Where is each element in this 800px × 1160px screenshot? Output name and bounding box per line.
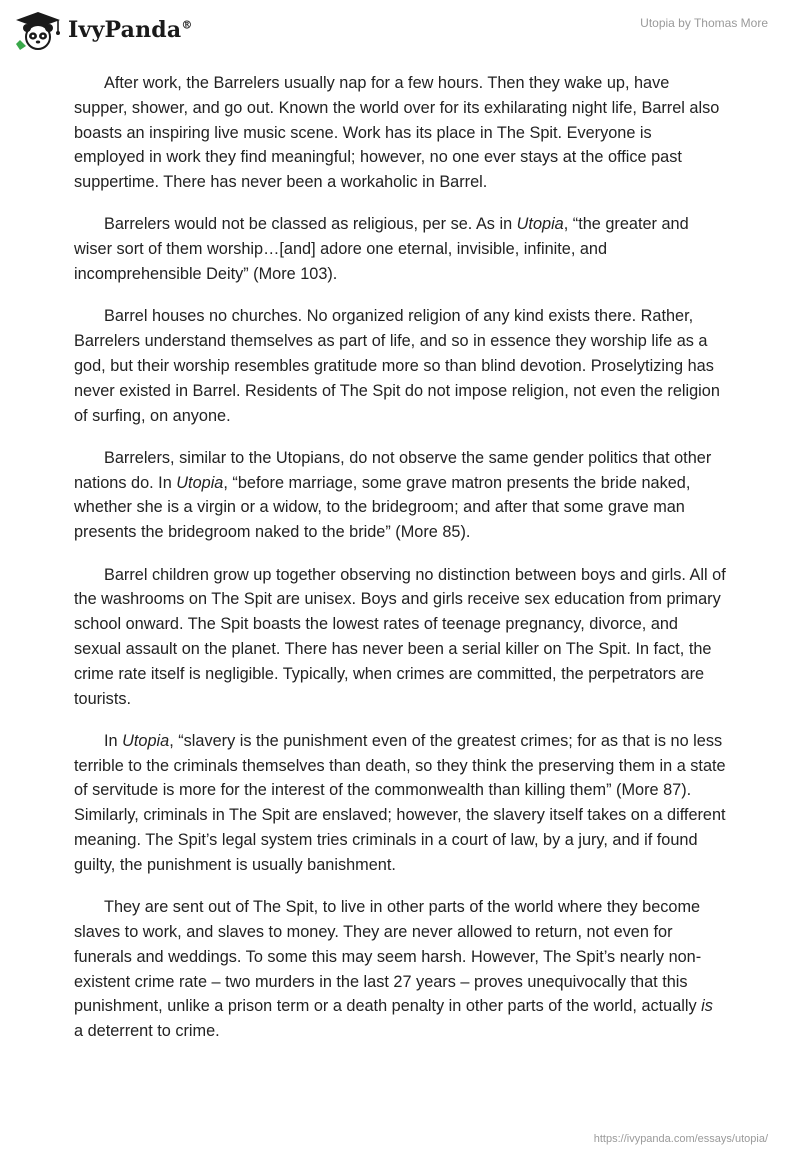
text-run: In: [104, 731, 123, 750]
text-run: Barrelers would not be classed as religious, per se. As in: [104, 215, 517, 234]
italic-text: is: [701, 997, 713, 1016]
italic-text: Utopia: [122, 731, 170, 750]
essay-body: [74, 71, 726, 1061]
paragraph: [74, 71, 726, 195]
text-run: , “the greater and wiser sort of them worship…[and] adore one eternal, invisible, infinite, and incomprehensible Deity” (More 103).: [74, 215, 689, 284]
text-run: After work, the Barrelers usually nap for a few hours. Then they wake up, have supper, shower, and go out. Known the world over for its exhilarating night life, Barrel also boasts an inspiring live music scene. Work has its place in The Spit. Everyone is employed in work they find meaningful; however, no one ever stays at the office past suppertime. There has never been a workaholic in Barrel.: [74, 74, 720, 192]
page-header: [0, 0, 800, 60]
paragraph: [74, 895, 726, 1044]
italic-text: Utopia: [176, 473, 224, 492]
text-run: Barrel houses no churches. No organized religion of any kind exists there. Rather, Barrelers understand themselves as part of life, and so in essence they worship life as a god, but their worship resembles gratitude more so than blind devotion. Proselytizing has never existed in Barrel. Residents of The Spit do not impose religion, not even the religion of surfing, on anyone.: [74, 307, 720, 425]
source-url[interactable]: https://ivypanda.com/essays/utopia/: [593, 1133, 768, 1145]
text-run: They are sent out of The Spit, to live in other parts of the world where they become slaves to work, and slaves to money. They are never allowed to return, not even for funerals and weddings. To some this may seem harsh. However, The Spit’s nearly non-existent crime rate – two murders in the last 27 years – proves unequivocally that this punishment, unlike a prison term or a death penalty in other parts of the world, actually: [74, 898, 702, 1016]
panda-logo-icon: [14, 10, 62, 50]
paragraph: [74, 729, 726, 878]
paragraph: [74, 563, 726, 712]
italic-text: Utopia: [516, 215, 564, 234]
paragraph: [74, 212, 726, 286]
brand-name: IvyPanda®: [68, 17, 193, 43]
text-run: , “slavery is the punishment even of the greatest crimes; for as that is no less terrible to the criminals themselves than death, so they think the preserving them in a state of servitude is more for the interest of the commonwealth than killing them” (More 87). Similarly, criminals in The Spit are enslaved; however, the slavery itself takes on a different meaning. The Spit’s legal system tries criminals in a court of law, by a jury, and if found guilty, the punishment is usually banishment.: [74, 731, 726, 874]
document-title: Utopia by Thomas More: [640, 16, 768, 30]
text-run: a deterrent to crime.: [74, 1022, 220, 1041]
text-run: Barrel children grow up together observing no distinction between boys and girls. All of the washrooms on The Spit are unisex. Boys and girls receive sex education from primary school onward. The Spit boasts the lowest rates of teenage pregnancy, divorce, and sexual assault on the planet. There has never been a serial killer on The Spit. In fact, the crime rate itself is negligible. Typically, when crimes are committed, the perpetrators are tourists.: [74, 565, 726, 708]
paragraph: [74, 304, 726, 428]
text-run: , “before marriage, some grave matron presents the bride naked, whether she is a virgin or a widow, to the bridegroom; and after that some grave man presents the bridegroom naked to the bride” (More 85).: [74, 473, 691, 542]
paragraph: [74, 446, 726, 545]
text-run: Barrelers, similar to the Utopians, do not observe the same gender politics that other nations do. In: [74, 448, 712, 492]
site-logo[interactable]: [14, 10, 193, 50]
